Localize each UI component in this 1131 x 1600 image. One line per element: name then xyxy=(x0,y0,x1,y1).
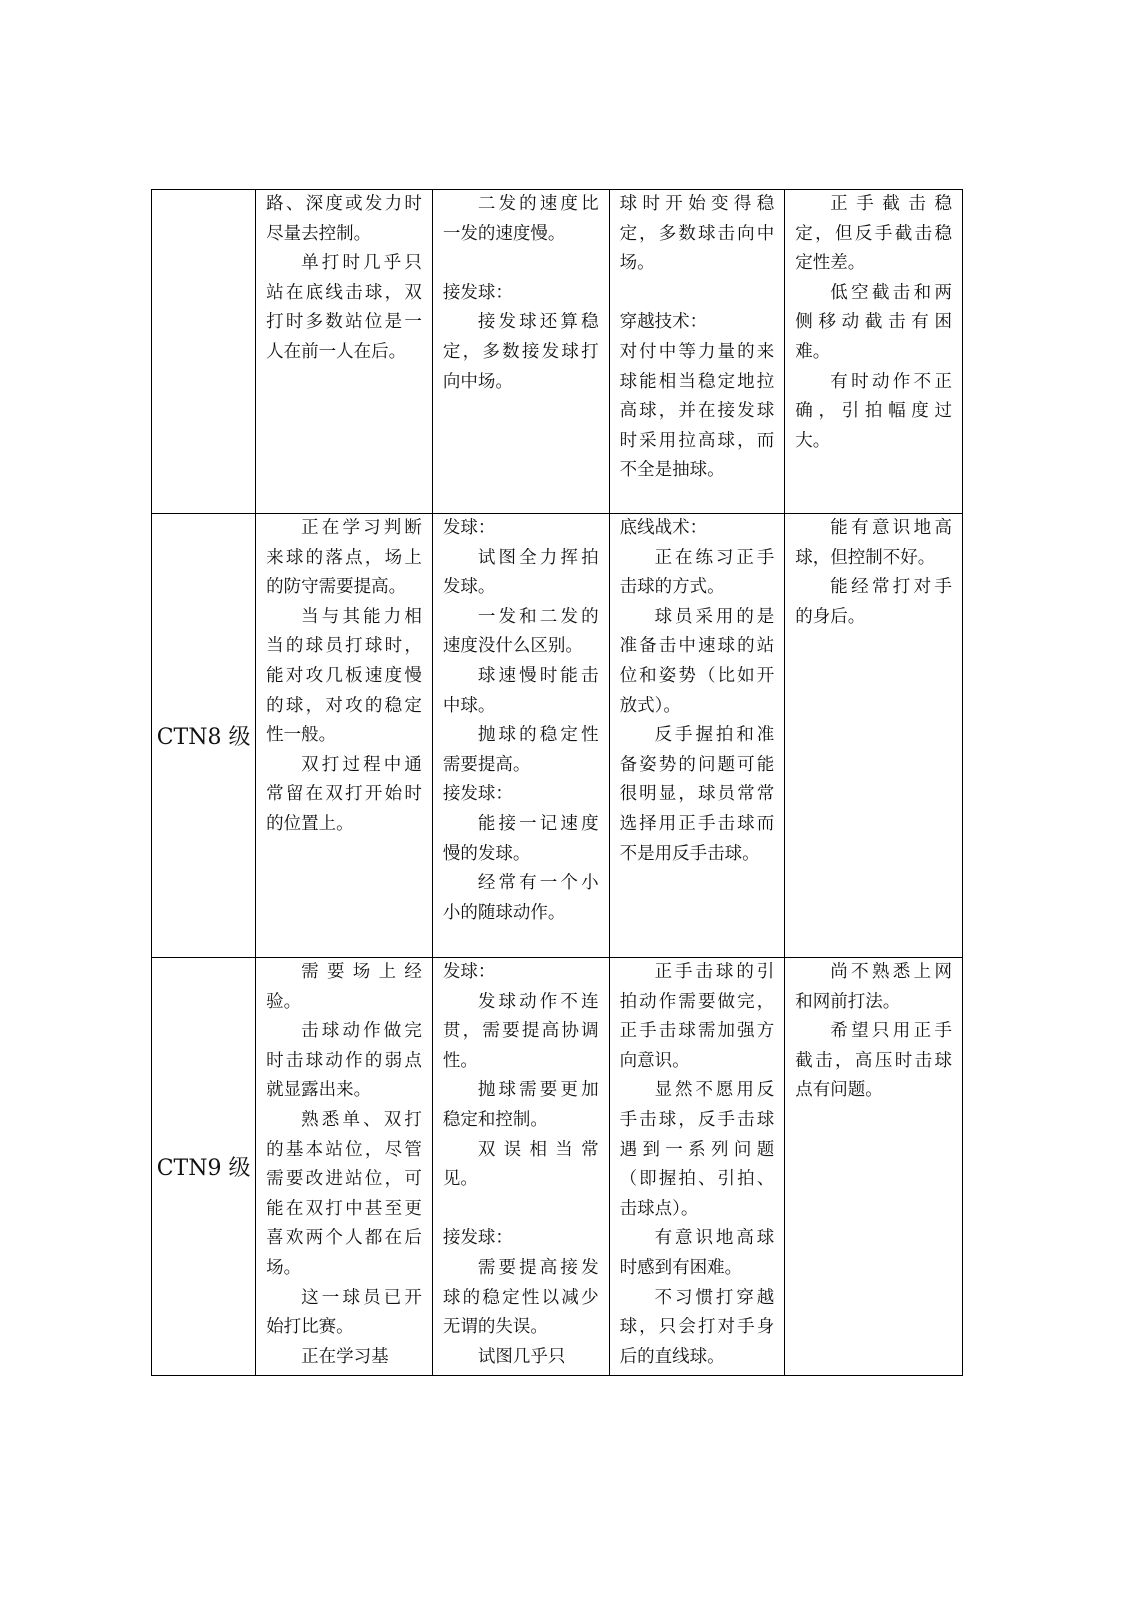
paragraph: 抛球需要更加稳定和控制。 xyxy=(442,1080,599,1130)
paragraph: 接发球： xyxy=(442,1228,513,1249)
cell-text xyxy=(443,190,599,397)
paragraph: 接发球： xyxy=(442,282,513,303)
baseline-cell xyxy=(609,958,785,1376)
level-cell xyxy=(152,190,256,514)
volley-cell xyxy=(785,958,963,1376)
paragraph: 接发球： xyxy=(442,784,513,805)
paragraph: 经常有一个小小的随球动作。 xyxy=(442,873,599,923)
paragraph: 路、深度或发力时尽量去控制。 xyxy=(266,194,422,244)
paragraph: 这一球员已开始打比赛。 xyxy=(266,1287,422,1338)
paragraph: 熟悉单、双打的基本站位，尽管需要改进站位，可能在双打中甚至更喜欢两个人都在后场。 xyxy=(266,1109,422,1278)
paragraph: 单打时几乎只站在底线击球，双打时多数站位是一人在前一人在后。 xyxy=(266,253,422,362)
level-label: CTN8 级 xyxy=(156,725,251,750)
paragraph: 球时开始变得稳定，多数球击向中场。 xyxy=(619,194,775,274)
cell-text xyxy=(266,514,422,840)
baseline-cell xyxy=(609,190,785,514)
serve-cell xyxy=(432,958,609,1376)
paragraph: 底线战术： xyxy=(619,518,708,538)
cell-text xyxy=(266,958,422,1372)
paragraph: 击球动作做完时击球动作的弱点就显露出来。 xyxy=(266,1021,422,1101)
paragraph: 需要提高接发球的稳定性以减少无谓的失误。 xyxy=(442,1257,599,1338)
paragraph: 一发和二发的速度没什么区别。 xyxy=(442,606,599,657)
paragraph: 能经常打对手的身后。 xyxy=(795,577,952,627)
paragraph: 发球： xyxy=(442,962,496,982)
paragraph: 不习惯打穿越球，只会打对手身后的直线球。 xyxy=(619,1287,775,1367)
paragraph: 需要场上经验。 xyxy=(266,962,422,1012)
volley-cell xyxy=(785,190,963,514)
cell-text xyxy=(795,190,952,456)
paragraph: 对付中等力量的来球能相当稳定地拉高球，并在接发球时采用拉高球，而不全是抽球。 xyxy=(619,341,775,481)
table-row xyxy=(152,514,963,958)
cell-text xyxy=(266,190,422,368)
paragraph: 试图全力挥拍发球。 xyxy=(442,547,599,598)
cell-text xyxy=(795,514,952,632)
paragraph: 接发球还算稳定，多数接发球打向中场。 xyxy=(442,312,599,392)
paragraph: 正手击球的引拍动作需要做完，正手击球需加强方向意识。 xyxy=(619,962,775,1071)
paragraph xyxy=(443,249,599,279)
cell-text xyxy=(795,958,952,1106)
cell-text xyxy=(620,514,775,869)
paragraph: 显然不愿用反手击球，反手击球遇到一系列问题（即握拍、引拍、击球点）。 xyxy=(619,1080,775,1219)
paragraph: 正在学习判断来球的落点，场上的防守需要提高。 xyxy=(266,518,422,598)
paragraph xyxy=(620,279,775,309)
paragraph: 希望只用正手截击，高压时击球点有问题。 xyxy=(795,1021,952,1101)
paragraph: 穿越技术： xyxy=(619,312,708,333)
serve-cell xyxy=(432,514,609,958)
paragraph: 能有意识地高球，但控制不好。 xyxy=(795,518,952,568)
paragraph: 正在学习基 xyxy=(301,1346,389,1367)
volley-cell xyxy=(785,514,963,958)
paragraph: 发球动作不连贯，需要提高协调性。 xyxy=(442,991,599,1071)
cell-text xyxy=(443,514,599,928)
table-row xyxy=(152,190,963,514)
paragraph: 二发的速度比一发的速度慢。 xyxy=(442,194,599,244)
paragraph: 球速慢时能击中球。 xyxy=(442,665,599,716)
technique-cell xyxy=(256,190,433,514)
paragraph: 发球： xyxy=(442,518,496,538)
technique-cell xyxy=(256,514,433,958)
paragraph: 当与其能力相当的球员打球时，能对攻几板速度慢的球，对攻的稳定性一般。 xyxy=(266,606,422,746)
paragraph: 抛球的稳定性需要提高。 xyxy=(442,725,599,775)
level-cell xyxy=(152,514,256,958)
paragraph: 能接一记速度慢的发球。 xyxy=(442,813,599,864)
baseline-cell xyxy=(609,514,785,958)
paragraph: 反手握拍和准备姿势的问题可能很明显，球员常常选择用正手击球而不是用反手击球。 xyxy=(619,725,775,864)
paragraph: 正手截击稳定，但反手截击稳定性差。 xyxy=(795,194,952,274)
paragraph xyxy=(443,1195,599,1225)
cell-text xyxy=(620,190,775,486)
paragraph: 正在练习正手击球的方式。 xyxy=(619,547,775,598)
paragraph: 尚不熟悉上网和网前打法。 xyxy=(795,962,952,1012)
cell-text xyxy=(620,958,775,1372)
paragraph: 球员采用的是准备击中速球的站位和姿势（比如开放式）。 xyxy=(619,606,775,716)
paragraph: 有时动作不正确，引拍幅度过大。 xyxy=(795,371,952,451)
paragraph: 有意识地高球时感到有困难。 xyxy=(619,1228,775,1278)
skill-level-table xyxy=(151,189,963,1376)
paragraph: 低空截击和两侧移动截击有困难。 xyxy=(795,282,952,362)
technique-cell xyxy=(256,958,433,1376)
level-label: CTN9 级 xyxy=(156,1156,251,1181)
serve-cell xyxy=(432,190,609,514)
paragraph: 双误相当常见。 xyxy=(442,1139,599,1190)
paragraph: 试图几乎只 xyxy=(477,1346,566,1367)
cell-text xyxy=(443,958,599,1372)
paragraph: 双打过程中通常留在双打开始时的位置上。 xyxy=(266,754,422,834)
table-row xyxy=(152,958,963,1376)
level-cell xyxy=(152,958,256,1376)
